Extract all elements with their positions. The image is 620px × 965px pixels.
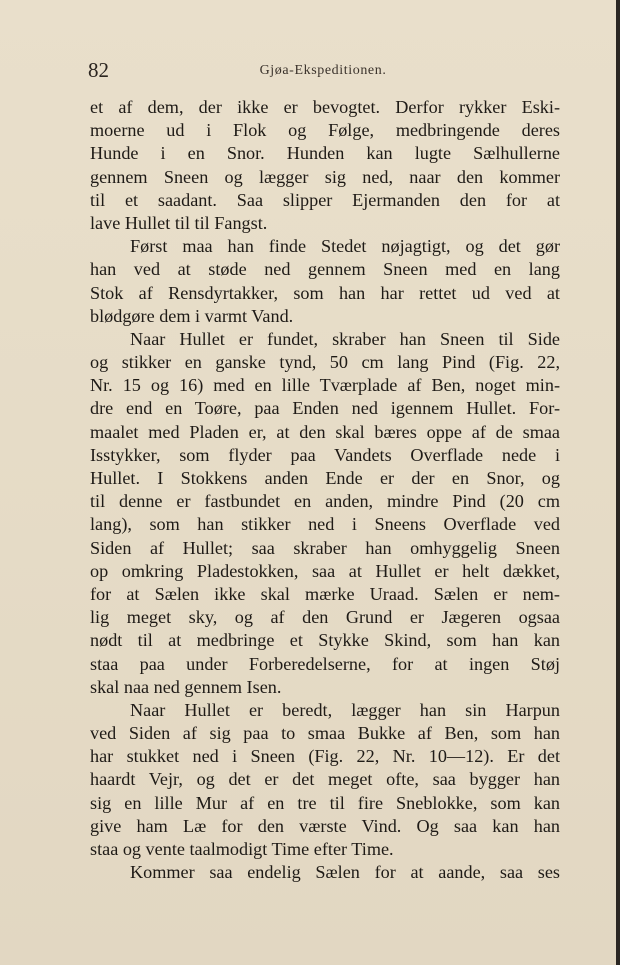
text-line: lang), som han stikker ned i Sneens Overflade ved <box>90 514 560 535</box>
text-line: Naar Hullet er beredt, lægger han sin Harpun <box>130 699 560 720</box>
body-text <box>90 96 560 884</box>
text-line: dre end en Toøre, paa Enden ned igennem Hullet. For- <box>90 398 560 419</box>
page-header <box>88 58 558 86</box>
text-line: staa paa under Forberedelserne, for at ingen Støj <box>90 653 560 674</box>
text-line: Hullet. I Stokkens anden Ende er der en Snor, og <box>90 468 560 488</box>
text-line: skal naa ned gennem Isen. <box>90 676 282 697</box>
text-line: Nr. 15 og 16) med en lille Tværplade af Ben, noget min- <box>90 375 560 396</box>
text-line: Isstykker, som flyder paa Vandets Overflade nede i <box>90 444 560 465</box>
text-line: moerne ud i Flok og Følge, medbringende deres <box>90 120 560 141</box>
text-line: staa og vente taalmodigt Time efter Time. <box>90 839 394 859</box>
text-line: lave Hullet til til Fangst. <box>90 212 268 233</box>
text-line: Hunde i en Snor. Hunden kan lugte Sælhullerne <box>90 143 560 164</box>
text-line: ved Siden af sig paa to smaa Bukke af Ben, som han <box>90 723 560 744</box>
text-line: op omkring Pladestokken, saa at Hullet er helt dækket, <box>90 560 560 581</box>
text-line: for at Sælen ikke skal mærke Uraad. Sælen er nem- <box>90 583 560 604</box>
text-line: har stukket ned i Sneen (Fig. 22, Nr. 10—12). Er det <box>90 746 560 767</box>
text-line: til denne er fastbundet en anden, mindre Pind (20 cm <box>90 491 560 512</box>
text-line: haardt Vejr, og det er det meget ofte, saa bygger han <box>90 769 560 790</box>
text-line: give ham Læ for den værste Vind. Og saa kan han <box>90 815 560 836</box>
text-line: Stok af Rensdyrtakker, som han har rettet ud ved at <box>90 282 560 303</box>
text-line: Først maa han finde Stedet nøjagtigt, og det gør <box>130 236 560 257</box>
text-line: blødgøre dem i varmt Vand. <box>90 305 294 326</box>
text-line: og stikker en ganske tynd, 50 cm lang Pind (Fig. 22, <box>90 352 560 373</box>
text-line: Kommer saa endelig Sælen for at aande, saa ses <box>130 862 560 883</box>
text-line: han ved at støde ned gennem Sneen med en lang <box>90 259 560 280</box>
text-line: Siden af Hullet; saa skraber han omhyggelig Sneen <box>90 537 560 558</box>
running-title: Gjøa-Ekspeditionen. <box>259 63 387 78</box>
text-line: til et saadant. Saa slipper Ejermanden den for at <box>90 189 560 210</box>
text-line: gennem Sneen og lægger sig ned, naar den kommer <box>90 166 560 187</box>
text-line: Naar Hullet er fundet, skraber han Sneen til Side <box>130 328 560 349</box>
page-edge-shadow <box>616 0 620 965</box>
text-line: et af dem, der ikke er bevogtet. Derfor rykker Eski- <box>90 97 560 117</box>
page-number: 82 <box>88 58 109 82</box>
text-line: nødt til at medbringe et Stykke Skind, som han kan <box>90 630 560 651</box>
text-line: maalet med Pladen er, at den skal bæres oppe af de smaa <box>90 421 560 442</box>
text-line: lig meget sky, og af den Grund er Jægeren ogsaa <box>90 607 560 628</box>
text-line: sig en lille Mur af en tre til fire Sneblokke, som kan <box>90 792 560 813</box>
